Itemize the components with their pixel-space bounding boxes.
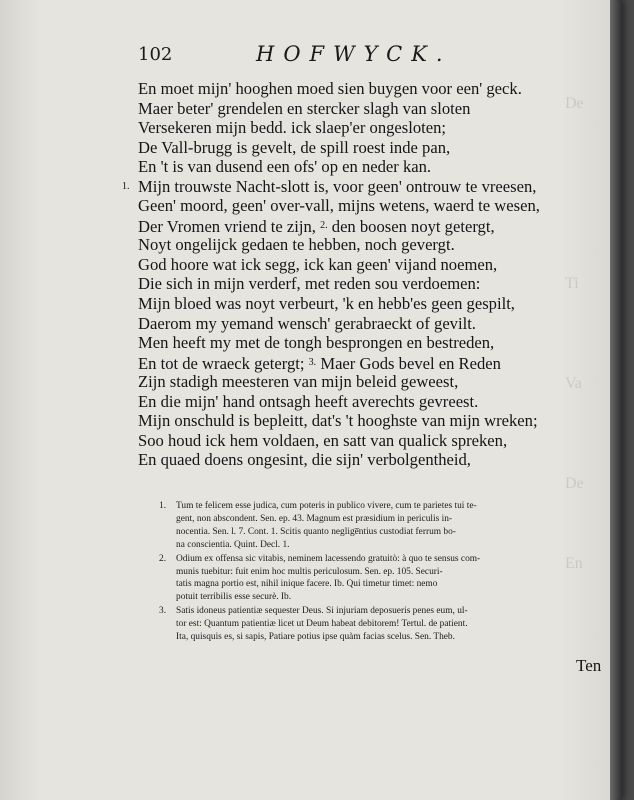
page-number: 102 (138, 44, 173, 65)
show-through-text: De (565, 475, 584, 492)
footnote (159, 605, 564, 644)
poem-line (138, 353, 618, 373)
footnote-number: 1. (159, 501, 167, 511)
poem-line (138, 138, 618, 158)
footnote-line: tatis magna portio est, nihil inique facere. Ib. Qui timetur timet: nemo (176, 579, 438, 590)
footnote (159, 553, 564, 605)
footnote-line: tor est: Quantum patientiæ licet ut Deum habeat debitorem! Tertul. de patient. (176, 619, 468, 630)
footnote-line: Ita, quisquis es, si sapis, Patiare potius ipse quàm facias scelus. Sen. Theb. (176, 632, 455, 643)
show-through-text: De (565, 95, 584, 112)
poem-line (138, 216, 618, 236)
show-through-text: Ti (565, 275, 579, 292)
poem-line-text: Die sich in mijn verderf, met reden sou verdoemen: (138, 274, 481, 294)
poem-line-text: Der Vromen vriend te zijn, (138, 216, 316, 236)
poem-line-text: Mijn onschuld is bepleitt, dat's 't hooghste van mijn wreken; (138, 411, 538, 431)
footnote-line: nocentia. Sen. l. 7. Cont. 1. Scitis quanto neglige̅ntius custodiat ferrum bo- (176, 526, 456, 537)
poem-line-text: den boosen noyt getergt, (331, 216, 495, 236)
page-header (138, 44, 558, 68)
footnote-line: Satis idoneus patientiæ sequester Deus. Si injuriam deposueris penes eum, ul- (176, 606, 468, 617)
poem-line (138, 79, 618, 99)
footnote-line: gent, non abscondent. Sen. ep. 43. Magnum est præsidium in periculis in- (176, 513, 453, 524)
footnote-number: 2. (159, 553, 167, 564)
poem-line (122, 176, 618, 197)
poem-line-text: En 't is van dusend een ofs' op en neder kan. (138, 157, 432, 177)
poem-line-text: Mijn bloed was noyt verbeurt, 'k en hebb'es geen gespilt, (138, 294, 515, 314)
poem-line-text: Maer Gods bevel en Reden (320, 353, 501, 373)
poem-line (138, 392, 618, 412)
footnote-line: Tum te felicem esse judica, cum poteris in publico vivere, cum te parietes tui te- (176, 501, 477, 511)
footnote-line: potuit terribilis esse securè. Ib. (176, 592, 292, 603)
catchword: Ten (576, 656, 602, 675)
poem-line (138, 255, 618, 275)
poem-body (122, 79, 618, 470)
poem-line-text: En tot de wraeck getergt; (138, 353, 305, 373)
footnotes (159, 500, 564, 645)
footnote-line: na conscientia. Quint. Decl. 1. (176, 539, 290, 550)
poem-line (138, 99, 618, 119)
poem-line (138, 157, 618, 177)
poem-line (138, 450, 618, 470)
footnote-marker: 1. (122, 180, 130, 192)
poem-line (138, 314, 618, 334)
footnote-number: 3. (159, 606, 167, 617)
poem-line-text: Zijn stadigh meesteren van mijn beleid geweest, (138, 372, 459, 392)
footnote-line: Odium ex offensa sic vitabis, neminem lacessendo gratuitò: à quo te sensus com- (176, 553, 481, 564)
poem-line-text: Maer beter' grendelen en stercker slagh van sloten (138, 98, 471, 118)
footnote-line: munis tuebitur: fuit enim hoc multis periculosum. Sen. ep. 105. Securi- (176, 566, 443, 577)
poem-line (138, 294, 618, 314)
poem-line (138, 274, 618, 294)
poem-line (138, 431, 618, 451)
show-through-text: Va (565, 375, 582, 392)
poem-line-text: En quaed doens ongesint, die sijn' verbolgentheid, (138, 450, 471, 470)
poem-line-text: God hoore wat ick segg, ick kan geen' vijand noemen, (138, 254, 498, 274)
poem-line-text: Geen' moord, geen' over-vall, mijns wetens, waerd te wesen, (138, 196, 540, 216)
poem-line-text: Men heeft my met de tongh besprongen en bestreden, (138, 333, 495, 353)
inline-footnote-marker: 2. (320, 219, 328, 231)
poem-line (138, 196, 618, 216)
poem-line (138, 411, 618, 431)
footnote (159, 500, 564, 552)
page-edge-shadow (610, 0, 622, 800)
poem-line-text: En moet mijn' hooghen moed sien buygen voor een' geck. (138, 79, 522, 98)
poem-line-text: Mijn trouwste Nacht-slott is, voor geen' ontrouw te vreesen, (138, 176, 537, 196)
poem-line (138, 235, 618, 255)
inline-footnote-marker: 3. (308, 356, 317, 368)
poem-line-text: Daerom my yemand wensch' gerabraeckt of gevilt. (138, 313, 476, 333)
poem-line-text: Soo houd ick hem voldaen, en satt van qualick spreken, (138, 430, 508, 450)
poem-line-text: De Vall-brugg is gevelt, de spill roest inde pan, (138, 137, 451, 157)
poem-line (138, 333, 618, 353)
poem-line-text: Versekeren mijn bedd. ick slaep'er ongesloten; (138, 118, 447, 138)
running-title: HOFWYCK. (256, 42, 452, 66)
show-through-text: En (565, 555, 583, 572)
poem-line (138, 118, 618, 138)
poem-line-text: Noyt ongelijck gedaen te hebben, noch gevergt. (138, 235, 455, 255)
poem-line-text: En die mijn' hand ontsagh heeft averechts gevreest. (138, 391, 479, 411)
poem-line (138, 372, 618, 392)
